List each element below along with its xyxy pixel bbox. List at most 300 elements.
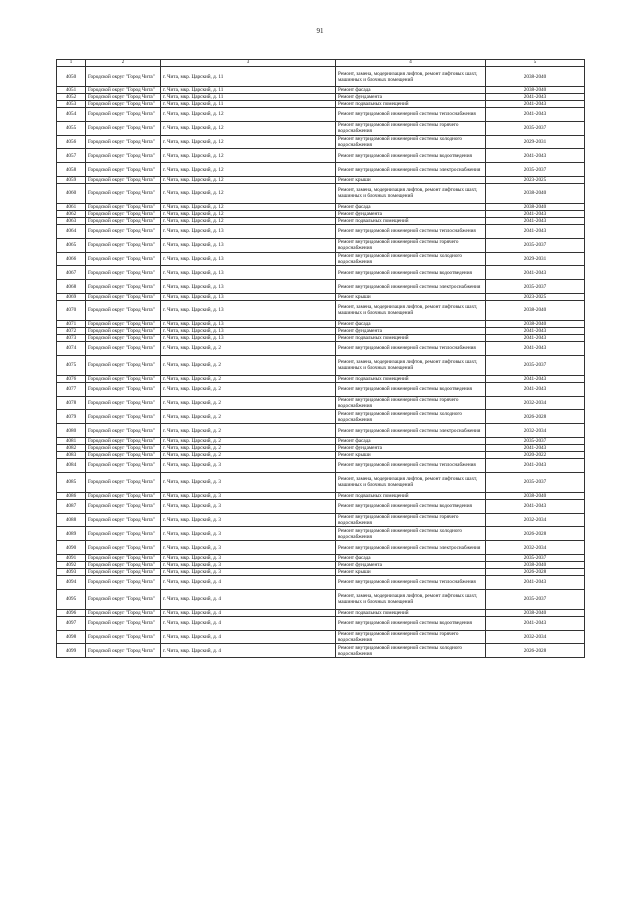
work-type-cell: Ремонт подвальных помещений <box>336 609 486 616</box>
municipality-cell: Городской округ "Город Чита" <box>86 554 161 561</box>
period-cell: 2035-2037 <box>486 163 585 177</box>
municipality-cell: Городской округ "Город Чита" <box>86 355 161 375</box>
address-cell: г. Чита, мкр. Царский, д. 12 <box>161 203 336 210</box>
row-number: 4087 <box>57 499 86 513</box>
column-header: 2 <box>86 60 161 67</box>
period-cell: 2038-2040 <box>486 300 585 320</box>
municipality-cell: Городской округ "Город Чита" <box>86 224 161 238</box>
work-type-cell: Ремонт внутридомовой инженерной системы водоотведения <box>336 616 486 630</box>
work-type-cell: Ремонт внутридомовой инженерной системы теплоснабжения <box>336 341 486 355</box>
address-cell: г. Чита, мкр. Царский, д. 2 <box>161 444 336 451</box>
work-type-cell: Ремонт внутридомовой инженерной системы электроснабжения <box>336 163 486 177</box>
address-cell: г. Чита, мкр. Царский, д. 12 <box>161 108 336 122</box>
table-row <box>57 108 585 122</box>
address-cell: г. Чита, мкр. Царский, д. 2 <box>161 424 336 438</box>
table-row <box>57 280 585 294</box>
row-number: 4071 <box>57 320 86 327</box>
work-type-cell: Ремонт, замена, модернизация лифтов, ремонт лифтовых шахт, машинных и блочных помещений <box>336 589 486 609</box>
row-number: 4075 <box>57 355 86 375</box>
row-number: 4089 <box>57 527 86 541</box>
period-cell: 2032-2034 <box>486 396 585 410</box>
work-type-cell: Ремонт крыши <box>336 451 486 458</box>
row-number: 4091 <box>57 554 86 561</box>
table-row <box>57 451 585 458</box>
column-header: 4 <box>336 60 486 67</box>
period-cell: 2038-2040 <box>486 492 585 499</box>
row-number: 4056 <box>57 135 86 149</box>
work-type-cell: Ремонт внутридомовой инженерной системы электроснабжения <box>336 541 486 555</box>
municipality-cell: Городской округ "Город Чита" <box>86 341 161 355</box>
municipality-cell: Городской округ "Город Чита" <box>86 513 161 527</box>
municipality-cell: Городской округ "Город Чита" <box>86 320 161 327</box>
address-cell: г. Чита, мкр. Царский, д. 2 <box>161 341 336 355</box>
municipality-cell: Городской округ "Город Чита" <box>86 616 161 630</box>
address-cell: г. Чита, мкр. Царский, д. 12 <box>161 217 336 224</box>
row-number: 4069 <box>57 293 86 300</box>
municipality-cell: Городской округ "Город Чита" <box>86 630 161 644</box>
table-row <box>57 183 585 203</box>
period-cell: 2041-2043 <box>486 149 585 163</box>
row-number: 4052 <box>57 94 86 101</box>
municipality-cell: Городской округ "Город Чита" <box>86 300 161 320</box>
period-cell: 2041-2043 <box>486 499 585 513</box>
municipality-cell: Городской округ "Город Чита" <box>86 108 161 122</box>
address-cell: г. Чита, мкр. Царский, д. 3 <box>161 472 336 492</box>
address-cell: г. Чита, мкр. Царский, д. 13 <box>161 238 336 252</box>
row-number: 4066 <box>57 252 86 266</box>
municipality-cell: Городской округ "Город Чита" <box>86 609 161 616</box>
row-number: 4085 <box>57 472 86 492</box>
address-cell: г. Чита, мкр. Царский, д. 3 <box>161 527 336 541</box>
address-cell: г. Чита, мкр. Царский, д. 12 <box>161 183 336 203</box>
work-type-cell: Ремонт внутридомовой инженерной системы холодного водоснабжения <box>336 527 486 541</box>
municipality-cell: Городской округ "Город Чита" <box>86 163 161 177</box>
repair-schedule-table <box>56 59 585 658</box>
work-type-cell: Ремонт крыши <box>336 176 486 183</box>
table-row <box>57 444 585 451</box>
municipality-cell: Городской округ "Город Чита" <box>86 375 161 382</box>
row-number: 4050 <box>57 67 86 87</box>
work-type-cell: Ремонт внутридомовой инженерной системы водоотведения <box>336 149 486 163</box>
period-cell: 2038-2040 <box>486 67 585 87</box>
row-number: 4068 <box>57 280 86 294</box>
municipality-cell: Городской округ "Город Чита" <box>86 210 161 217</box>
municipality-cell: Городской округ "Город Чита" <box>86 135 161 149</box>
address-cell: г. Чита, мкр. Царский, д. 12 <box>161 176 336 183</box>
table-row <box>57 149 585 163</box>
address-cell: г. Чита, мкр. Царский, д. 3 <box>161 568 336 575</box>
row-number: 4058 <box>57 163 86 177</box>
row-number: 4063 <box>57 217 86 224</box>
address-cell: г. Чита, мкр. Царский, д. 13 <box>161 252 336 266</box>
work-type-cell: Ремонт крыши <box>336 568 486 575</box>
table-row <box>57 87 585 94</box>
table-row <box>57 513 585 527</box>
table-row <box>57 382 585 396</box>
municipality-cell: Городской округ "Город Чита" <box>86 121 161 135</box>
period-cell: 2041-2043 <box>486 341 585 355</box>
address-cell: г. Чита, мкр. Царский, д. 4 <box>161 616 336 630</box>
period-cell: 2035-2037 <box>486 238 585 252</box>
table-row <box>57 541 585 555</box>
work-type-cell: Ремонт фасада <box>336 320 486 327</box>
work-type-cell: Ремонт внутридомовой инженерной системы горячего водоснабжения <box>336 238 486 252</box>
period-cell: 2041-2043 <box>486 575 585 589</box>
address-cell: г. Чита, мкр. Царский, д. 13 <box>161 320 336 327</box>
address-cell: г. Чита, мкр. Царский, д. 12 <box>161 135 336 149</box>
table-row <box>57 410 585 424</box>
work-type-cell: Ремонт внутридомовой инженерной системы холодного водоснабжения <box>336 135 486 149</box>
work-type-cell: Ремонт фундамента <box>336 210 486 217</box>
row-number: 4093 <box>57 568 86 575</box>
work-type-cell: Ремонт внутридомовой инженерной системы водоотведения <box>336 266 486 280</box>
table-row <box>57 458 585 472</box>
address-cell: г. Чита, мкр. Царский, д. 11 <box>161 101 336 108</box>
period-cell: 2038-2040 <box>486 561 585 568</box>
column-number-row <box>57 60 585 67</box>
municipality-cell: Городской округ "Город Чита" <box>86 396 161 410</box>
municipality-cell: Городской округ "Город Чита" <box>86 382 161 396</box>
work-type-cell: Ремонт внутридомовой инженерной системы горячего водоснабжения <box>336 630 486 644</box>
period-cell: 2026-2028 <box>486 644 585 658</box>
column-header: 3 <box>161 60 336 67</box>
address-cell: г. Чита, мкр. Царский, д. 3 <box>161 554 336 561</box>
row-number: 4076 <box>57 375 86 382</box>
municipality-cell: Городской округ "Город Чита" <box>86 472 161 492</box>
municipality-cell: Городской округ "Город Чита" <box>86 266 161 280</box>
period-cell: 2032-2034 <box>486 541 585 555</box>
municipality-cell: Городской округ "Город Чита" <box>86 293 161 300</box>
table-row <box>57 644 585 658</box>
period-cell: 2041-2043 <box>486 266 585 280</box>
period-cell: 2035-2037 <box>486 355 585 375</box>
table-body <box>57 67 585 658</box>
period-cell: 2035-2037 <box>486 589 585 609</box>
row-number: 4097 <box>57 616 86 630</box>
work-type-cell: Ремонт фундамента <box>336 94 486 101</box>
address-cell: г. Чита, мкр. Царский, д. 3 <box>161 513 336 527</box>
row-number: 4092 <box>57 561 86 568</box>
table-row <box>57 217 585 224</box>
address-cell: г. Чита, мкр. Царский, д. 13 <box>161 293 336 300</box>
period-cell: 2038-2040 <box>486 87 585 94</box>
work-type-cell: Ремонт, замена, модернизация лифтов, ремонт лифтовых шахт, машинных и блочных помещений <box>336 472 486 492</box>
work-type-cell: Ремонт внутридомовой инженерной системы теплоснабжения <box>336 224 486 238</box>
work-type-cell: Ремонт, замена, модернизация лифтов, ремонт лифтовых шахт, машинных и блочных помещений <box>336 183 486 203</box>
municipality-cell: Городской округ "Город Чита" <box>86 437 161 444</box>
municipality-cell: Городской округ "Город Чита" <box>86 101 161 108</box>
period-cell: 2035-2037 <box>486 472 585 492</box>
address-cell: г. Чита, мкр. Царский, д. 2 <box>161 375 336 382</box>
period-cell: 2041-2043 <box>486 224 585 238</box>
address-cell: г. Чита, мкр. Царский, д. 13 <box>161 300 336 320</box>
municipality-cell: Городской округ "Город Чита" <box>86 492 161 499</box>
period-cell: 2041-2043 <box>486 444 585 451</box>
work-type-cell: Ремонт подвальных помещений <box>336 375 486 382</box>
municipality-cell: Городской округ "Город Чита" <box>86 589 161 609</box>
row-number: 4099 <box>57 644 86 658</box>
table-row <box>57 375 585 382</box>
row-number: 4079 <box>57 410 86 424</box>
row-number: 4086 <box>57 492 86 499</box>
work-type-cell: Ремонт фасада <box>336 87 486 94</box>
table-row <box>57 163 585 177</box>
row-number: 4060 <box>57 183 86 203</box>
municipality-cell: Городской округ "Город Чита" <box>86 149 161 163</box>
table-row <box>57 341 585 355</box>
work-type-cell: Ремонт фасада <box>336 554 486 561</box>
table-row <box>57 238 585 252</box>
municipality-cell: Городской округ "Город Чита" <box>86 561 161 568</box>
table-row <box>57 101 585 108</box>
address-cell: г. Чита, мкр. Царский, д. 13 <box>161 280 336 294</box>
work-type-cell: Ремонт подвальных помещений <box>336 217 486 224</box>
row-number: 4095 <box>57 589 86 609</box>
table-row <box>57 293 585 300</box>
period-cell: 2041-2043 <box>486 327 585 334</box>
address-cell: г. Чита, мкр. Царский, д. 4 <box>161 575 336 589</box>
row-number: 4070 <box>57 300 86 320</box>
row-number: 4090 <box>57 541 86 555</box>
period-cell: 2026-2028 <box>486 527 585 541</box>
work-type-cell: Ремонт подвальных помещений <box>336 334 486 341</box>
row-number: 4080 <box>57 424 86 438</box>
table-row <box>57 121 585 135</box>
table-row <box>57 561 585 568</box>
address-cell: г. Чита, мкр. Царский, д. 2 <box>161 451 336 458</box>
municipality-cell: Городской округ "Город Чита" <box>86 327 161 334</box>
work-type-cell: Ремонт внутридомовой инженерной системы водоотведения <box>336 382 486 396</box>
address-cell: г. Чита, мкр. Царский, д. 3 <box>161 561 336 568</box>
address-cell: г. Чита, мкр. Царский, д. 13 <box>161 224 336 238</box>
table-row <box>57 568 585 575</box>
municipality-cell: Городской округ "Город Чита" <box>86 217 161 224</box>
work-type-cell: Ремонт подвальных помещений <box>336 101 486 108</box>
period-cell: 2038-2040 <box>486 320 585 327</box>
table-row <box>57 300 585 320</box>
work-type-cell: Ремонт крыши <box>336 293 486 300</box>
period-cell: 2029-2031 <box>486 135 585 149</box>
address-cell: г. Чита, мкр. Царский, д. 3 <box>161 492 336 499</box>
address-cell: г. Чита, мкр. Царский, д. 3 <box>161 499 336 513</box>
row-number: 4083 <box>57 451 86 458</box>
period-cell: 2041-2043 <box>486 375 585 382</box>
work-type-cell: Ремонт внутридомовой инженерной системы теплоснабжения <box>336 575 486 589</box>
period-cell: 2041-2043 <box>486 382 585 396</box>
municipality-cell: Городской округ "Город Чита" <box>86 252 161 266</box>
table-row <box>57 224 585 238</box>
address-cell: г. Чита, мкр. Царский, д. 2 <box>161 382 336 396</box>
period-cell: 2029-2031 <box>486 252 585 266</box>
period-cell: 2023-2025 <box>486 293 585 300</box>
work-type-cell: Ремонт внутридомовой инженерной системы водоотведения <box>336 499 486 513</box>
address-cell: г. Чита, мкр. Царский, д. 12 <box>161 210 336 217</box>
municipality-cell: Городской округ "Город Чита" <box>86 183 161 203</box>
period-cell: 2035-2037 <box>486 437 585 444</box>
column-header: 5 <box>486 60 585 67</box>
row-number: 4055 <box>57 121 86 135</box>
period-cell: 2032-2034 <box>486 513 585 527</box>
row-number: 4072 <box>57 327 86 334</box>
municipality-cell: Городской округ "Город Чита" <box>86 424 161 438</box>
municipality-cell: Городской округ "Город Чита" <box>86 176 161 183</box>
period-cell: 2035-2037 <box>486 280 585 294</box>
work-type-cell: Ремонт фундамента <box>336 561 486 568</box>
row-number: 4084 <box>57 458 86 472</box>
table-row <box>57 320 585 327</box>
period-cell: 2020-2022 <box>486 451 585 458</box>
row-number: 4053 <box>57 101 86 108</box>
table-row <box>57 616 585 630</box>
municipality-cell: Городской округ "Город Чита" <box>86 280 161 294</box>
municipality-cell: Городской округ "Город Чита" <box>86 238 161 252</box>
work-type-cell: Ремонт внутридомовой инженерной системы электроснабжения <box>336 280 486 294</box>
work-type-cell: Ремонт внутридомовой инженерной системы горячего водоснабжения <box>336 396 486 410</box>
period-cell: 2035-2037 <box>486 554 585 561</box>
work-type-cell: Ремонт фундамента <box>336 327 486 334</box>
period-cell: 2041-2043 <box>486 458 585 472</box>
municipality-cell: Городской округ "Город Чита" <box>86 203 161 210</box>
address-cell: г. Чита, мкр. Царский, д. 11 <box>161 67 336 87</box>
address-cell: г. Чита, мкр. Царский, д. 13 <box>161 334 336 341</box>
address-cell: г. Чита, мкр. Царский, д. 13 <box>161 327 336 334</box>
address-cell: г. Чита, мкр. Царский, д. 3 <box>161 541 336 555</box>
table-row <box>57 252 585 266</box>
period-cell: 2041-2043 <box>486 108 585 122</box>
period-cell: 2041-2043 <box>486 217 585 224</box>
period-cell: 2038-2040 <box>486 183 585 203</box>
municipality-cell: Городской округ "Город Чита" <box>86 575 161 589</box>
row-number: 4064 <box>57 224 86 238</box>
table-row <box>57 94 585 101</box>
address-cell: г. Чита, мкр. Царский, д. 4 <box>161 630 336 644</box>
address-cell: г. Чита, мкр. Царский, д. 2 <box>161 396 336 410</box>
column-header: 1 <box>57 60 86 67</box>
period-cell: 2032-2034 <box>486 424 585 438</box>
municipality-cell: Городской округ "Город Чита" <box>86 94 161 101</box>
table-row <box>57 396 585 410</box>
work-type-cell: Ремонт подвальных помещений <box>336 492 486 499</box>
row-number: 4065 <box>57 238 86 252</box>
work-type-cell: Ремонт, замена, модернизация лифтов, ремонт лифтовых шахт, машинных и блочных помещений <box>336 355 486 375</box>
table-row <box>57 355 585 375</box>
address-cell: г. Чита, мкр. Царский, д. 4 <box>161 644 336 658</box>
address-cell: г. Чита, мкр. Царский, д. 3 <box>161 458 336 472</box>
work-type-cell: Ремонт внутридомовой инженерной системы холодного водоснабжения <box>336 410 486 424</box>
municipality-cell: Городской округ "Город Чита" <box>86 644 161 658</box>
address-cell: г. Чита, мкр. Царский, д. 2 <box>161 437 336 444</box>
municipality-cell: Городской округ "Город Чита" <box>86 541 161 555</box>
period-cell: 2038-2040 <box>486 203 585 210</box>
period-cell: 2041-2043 <box>486 94 585 101</box>
municipality-cell: Городской округ "Город Чита" <box>86 410 161 424</box>
table-row <box>57 334 585 341</box>
table-row <box>57 527 585 541</box>
address-cell: г. Чита, мкр. Царский, д. 4 <box>161 589 336 609</box>
page-number: 91 <box>316 27 324 35</box>
table-row <box>57 203 585 210</box>
work-type-cell: Ремонт внутридомовой инженерной системы холодного водоснабжения <box>336 644 486 658</box>
address-cell: г. Чита, мкр. Царский, д. 12 <box>161 121 336 135</box>
row-number: 4082 <box>57 444 86 451</box>
municipality-cell: Городской округ "Город Чита" <box>86 458 161 472</box>
row-number: 4077 <box>57 382 86 396</box>
work-type-cell: Ремонт внутридомовой инженерной системы теплоснабжения <box>336 458 486 472</box>
period-cell: 2032-2034 <box>486 630 585 644</box>
work-type-cell: Ремонт фасада <box>336 203 486 210</box>
municipality-cell: Городской округ "Город Чита" <box>86 87 161 94</box>
municipality-cell: Городской округ "Город Чита" <box>86 444 161 451</box>
row-number: 4094 <box>57 575 86 589</box>
period-cell: 2041-2043 <box>486 210 585 217</box>
municipality-cell: Городской округ "Город Чита" <box>86 568 161 575</box>
municipality-cell: Городской округ "Город Чита" <box>86 334 161 341</box>
period-cell: 2023-2025 <box>486 176 585 183</box>
work-type-cell: Ремонт внутридомовой инженерной системы теплоснабжения <box>336 108 486 122</box>
row-number: 4096 <box>57 609 86 616</box>
table-row <box>57 67 585 87</box>
work-type-cell: Ремонт внутридомовой инженерной системы горячего водоснабжения <box>336 121 486 135</box>
period-cell: 2038-2040 <box>486 609 585 616</box>
address-cell: г. Чита, мкр. Царский, д. 12 <box>161 163 336 177</box>
address-cell: г. Чита, мкр. Царский, д. 4 <box>161 609 336 616</box>
municipality-cell: Городской округ "Город Чита" <box>86 67 161 87</box>
row-number: 4061 <box>57 203 86 210</box>
row-number: 4062 <box>57 210 86 217</box>
work-type-cell: Ремонт, замена, модернизация лифтов, ремонт лифтовых шахт, машинных и блочных помещений <box>336 300 486 320</box>
address-cell: г. Чита, мкр. Царский, д. 13 <box>161 266 336 280</box>
row-number: 4051 <box>57 87 86 94</box>
address-cell: г. Чита, мкр. Царский, д. 2 <box>161 355 336 375</box>
work-type-cell: Ремонт, замена, модернизация лифтов, ремонт лифтовых шахт, машинных и блочных помещений <box>336 67 486 87</box>
row-number: 4059 <box>57 176 86 183</box>
row-number: 4098 <box>57 630 86 644</box>
work-type-cell: Ремонт внутридомовой инженерной системы горячего водоснабжения <box>336 513 486 527</box>
table-row <box>57 499 585 513</box>
table-row <box>57 327 585 334</box>
table-row <box>57 176 585 183</box>
table-row <box>57 630 585 644</box>
work-type-cell: Ремонт внутридомовой инженерной системы электроснабжения <box>336 424 486 438</box>
work-type-cell: Ремонт фундамента <box>336 444 486 451</box>
address-cell: г. Чита, мкр. Царский, д. 2 <box>161 410 336 424</box>
period-cell: 2041-2043 <box>486 101 585 108</box>
table-row <box>57 554 585 561</box>
table-row <box>57 492 585 499</box>
row-number: 4073 <box>57 334 86 341</box>
address-cell: г. Чита, мкр. Царский, д. 11 <box>161 94 336 101</box>
period-cell: 2041-2043 <box>486 616 585 630</box>
municipality-cell: Городской округ "Город Чита" <box>86 527 161 541</box>
table-row <box>57 575 585 589</box>
address-cell: г. Чита, мкр. Царский, д. 11 <box>161 87 336 94</box>
address-cell: г. Чита, мкр. Царский, д. 12 <box>161 149 336 163</box>
row-number: 4081 <box>57 437 86 444</box>
table-row <box>57 472 585 492</box>
row-number: 4067 <box>57 266 86 280</box>
row-number: 4078 <box>57 396 86 410</box>
municipality-cell: Городской округ "Город Чита" <box>86 499 161 513</box>
municipality-cell: Городской округ "Город Чита" <box>86 451 161 458</box>
table-row <box>57 210 585 217</box>
table-row <box>57 135 585 149</box>
period-cell: 2035-2037 <box>486 121 585 135</box>
table-row <box>57 437 585 444</box>
table-row <box>57 589 585 609</box>
row-number: 4054 <box>57 108 86 122</box>
row-number: 4057 <box>57 149 86 163</box>
period-cell: 2026-2028 <box>486 568 585 575</box>
